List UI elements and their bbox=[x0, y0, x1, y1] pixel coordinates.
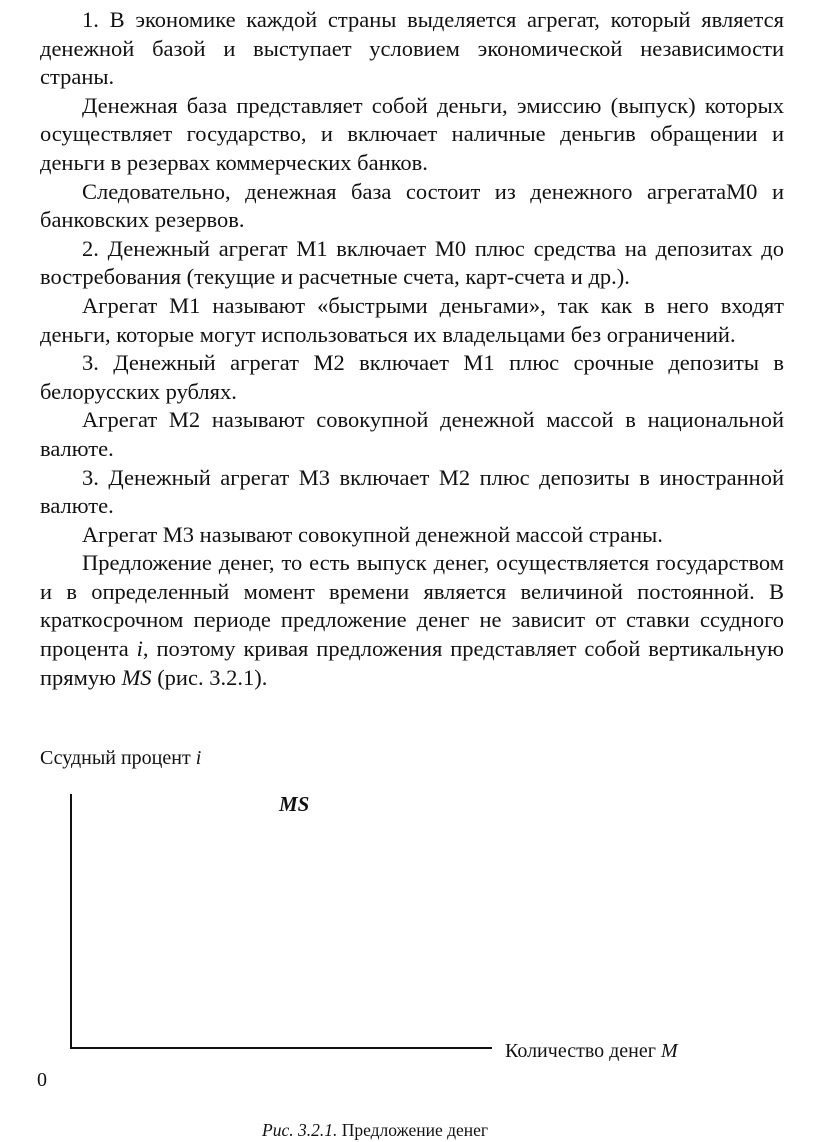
axes-graphic bbox=[0, 740, 816, 1120]
paragraph-10-part1: Предложение денег, то есть выпуск денег, осуществляется государством и в определенный момент времени является величиной постоянной. В краткосрочном периоде предложение денег не зависит от ставки ссудного процента bbox=[40, 550, 784, 662]
paragraph-5: Агрегат M1 называют «быстрыми деньгами», так как в него входят деньги, которые могут использоваться их владельцами без ограничений. bbox=[40, 292, 784, 347]
paragraph-2: Денежная база представляет собой деньги, эмиссию (выпуск) которых осуществляет государство, и включает наличные деньгив обращении и деньги в резервах коммерческих банков. bbox=[40, 92, 784, 175]
x-axis-label-text: Количество денег bbox=[505, 1040, 661, 1062]
money-supply-figure bbox=[0, 740, 816, 1142]
variable-ms: MS bbox=[121, 664, 152, 690]
origin-label: 0 bbox=[37, 1069, 47, 1091]
paragraph-10 bbox=[40, 549, 784, 692]
ms-curve-label: MS bbox=[279, 792, 310, 816]
x-axis-variable: M bbox=[660, 1040, 678, 1062]
variable-i: i bbox=[136, 636, 143, 662]
paragraph-8: 3. Денежный агрегат M3 включает M2 плюс депозиты в иностранной валюте. bbox=[40, 464, 784, 519]
paragraph-4: 2. Денежный агрегат M1 включает M0 плюс средства на депозитах до востребования (текущие и расчетные счета, карт-счета и др.). bbox=[40, 235, 784, 290]
paragraph-3: Следовательно, денежная база состоит из денежного агрегатаM0 и банковских резервов. bbox=[40, 178, 784, 233]
paragraph-10-part3: (рис. 3.2.1). bbox=[151, 664, 268, 690]
y-axis-label-text: Ссудный процент bbox=[40, 747, 196, 769]
paragraph-7: Агрегат M2 называют совокупной денежной массой в национальной валюте. bbox=[40, 407, 784, 461]
body-text bbox=[40, 6, 784, 692]
caption-number: Рис. 3.2.1. bbox=[262, 1120, 338, 1140]
figure-caption bbox=[262, 1120, 488, 1141]
paragraph-6: 3. Денежный агрегат M2 включает M1 плюс срочные депозиты в белорусских рублях. bbox=[40, 350, 784, 404]
y-axis-variable: i bbox=[195, 747, 202, 769]
x-axis-label bbox=[505, 1040, 678, 1063]
paragraph-1: 1. В экономике каждой страны выделяется агрегат, который является денежной базой и выступает условием экономической независимости страны. bbox=[40, 7, 784, 90]
paragraph-9: Агрегат M3 называют совокупной денежной массой страны. bbox=[82, 521, 663, 547]
paragraph-10-part2: , поэтому кривая предложения представляет собой вертикальную прямую bbox=[40, 636, 784, 690]
caption-text: Предложение денег bbox=[337, 1120, 489, 1140]
